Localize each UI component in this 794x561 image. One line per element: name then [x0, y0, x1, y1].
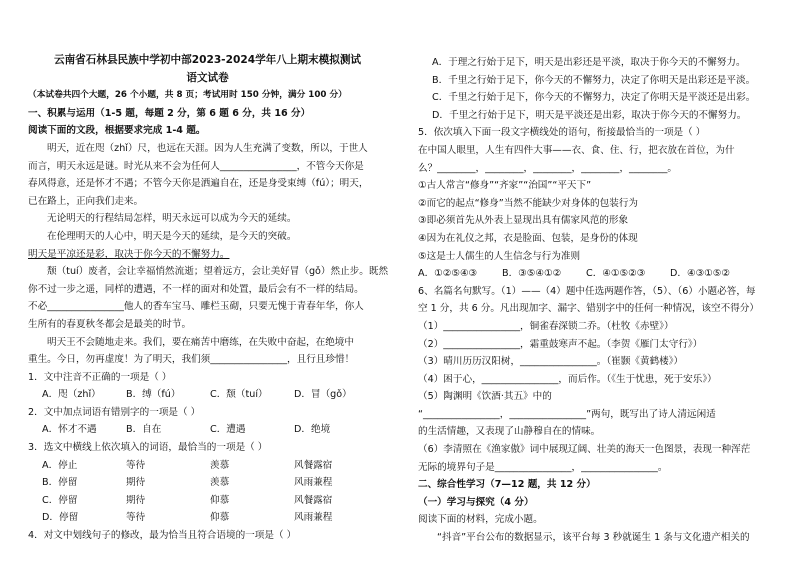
question-3: 3．选文中横线上依次填入的词语，最恰当的一项是（ ） — [28, 442, 268, 454]
question-3-option-row[interactable] — [28, 492, 387, 510]
option-cell: 仰慕 — [210, 494, 230, 506]
option[interactable]: B．③⑤④①② — [502, 268, 562, 280]
option[interactable]: D．绝境 — [294, 424, 331, 436]
exam-subtitle: 语文试卷 — [186, 71, 229, 84]
q5-item: ③即必须首先从外表上显现出具有儒家风范的形象 — [418, 215, 629, 227]
exam-note: （本试卷共四个大题，26 个小题，共 8 页；考试用时 150 分钟，满分 100 分） — [28, 90, 347, 101]
section2-heading: 二、综合性学习（7—12 题，共 12 分） — [418, 479, 596, 491]
option[interactable]: A．咫（zhǐ） — [42, 389, 101, 401]
q6-item: （3）晴川历历汉阳树，________________。（崔颢《黄鹤楼》） — [418, 356, 684, 368]
option[interactable]: C．颓（tuí） — [210, 389, 268, 401]
q5-item: ⑤这是士人儒生的人生信念与行为准则 — [418, 250, 581, 262]
option-cell: 风餐露宿 — [294, 494, 333, 506]
question-6: 6、名篇名句默写。（1）——（4）题中任选两题作答，（5）、（6）小题必答，每 — [418, 285, 756, 297]
passage-line: 无论明天的行程结局怎样，明天永远可以成为今天的延续。 — [47, 213, 297, 225]
option[interactable]: C．④①⑤②③ — [586, 268, 646, 280]
section2-text: “抖音”平台公布的数据显示，该平台每 3 秒就诞生 1 条与文化遗产相关的 — [437, 532, 750, 544]
q4-option[interactable]: A．于理之行始于足下，明天是出彩还是平淡，取决于你今天的不懈努力。 — [432, 57, 746, 68]
q6-item: 的生活情趣，又表现了山静穆自在的情味。 — [418, 426, 601, 438]
question-1: 1．文中注音不正确的一项是（ ） — [28, 371, 172, 383]
option[interactable]: A．①②⑤④③ — [418, 268, 478, 280]
section2-subheading: （一）学习与探究（4 分） — [418, 496, 534, 508]
option[interactable]: B．缚（fú） — [126, 389, 181, 401]
q5-item: ④因为在礼仪之邦，衣是脸面、包装，是身份的体现 — [418, 232, 638, 244]
passage-line: 在伦理明天的人心中，明天是今天的延续，是今天的突破。 — [47, 230, 297, 242]
passage-line: 明天，近在咫（zhǐ）尺，也远在天涯。因为人生充满了变数，所以，于世人 — [47, 142, 368, 154]
q6-item: （4）困于心，________________，而后作。（《生于忧患，死于安乐》） — [418, 373, 717, 385]
right-column — [418, 54, 770, 547]
option[interactable]: C．遭遇 — [210, 424, 246, 436]
option-cell: A．停止 — [42, 459, 78, 471]
passage-line: 生所有的春夏秋冬都会是最美的时节。 — [28, 318, 192, 330]
option-cell: 羡慕 — [210, 459, 230, 471]
q6-item: “________________，________________”两句，既写出了诗人清远闲适 — [418, 408, 716, 420]
section2-intro: 阅读下面的材料，完成小题。 — [418, 514, 543, 526]
underlined-sentence: 明天是平凉还是彩，取决于你今天的不懈努力。 — [28, 248, 230, 260]
exam-title: 云南省石林县民族中学初中部2023-2024学年八上期末模拟测试 — [53, 54, 362, 66]
passage-line: 已在路上，正向我们走来。 — [28, 195, 144, 207]
q4-option[interactable]: B．千里之行始于足下，你今天的不懈努力，决定了你明天是出彩还是平淡。 — [432, 74, 756, 86]
passage-line: 而言，明天永远是谜。时光从来不会为任何人________________，不管今天你是 — [28, 160, 364, 172]
option-cell: 仰慕 — [210, 512, 230, 524]
question-3-option-row[interactable] — [28, 509, 387, 527]
q6-item: （1）________________，铜雀春深锁二乔。（杜牧《赤壁》） — [418, 320, 674, 332]
left-column — [28, 52, 387, 545]
option-cell: 风雨兼程 — [294, 477, 333, 489]
q4-option[interactable]: C．千里之行始于足下，你今天的不懈努力，决定了你明天是平淡还是出彩。 — [432, 92, 756, 104]
option-cell: 等待 — [126, 512, 146, 524]
passage-line: 春风得意，还是怀才不遇；不管今天你是洒遍自在，还是身受束缚（fú）；明天， — [28, 178, 369, 190]
question-3-option-row[interactable] — [28, 457, 387, 475]
question-2: 2．文中加点词语有错别字的一项是（ ） — [28, 406, 201, 418]
question-3-option-row[interactable] — [28, 474, 387, 492]
question-1-options — [28, 386, 387, 404]
q4-option[interactable]: D．千里之行始于足下，明天是平淡还是出彩，取决于你今天的不懈努力。 — [432, 109, 747, 121]
q6-item: 无际的境界句子是________________，________________。 — [418, 461, 668, 473]
q5-item: ②而它的起点“修身”当然不能缺少对身体的包装行为 — [418, 197, 639, 209]
option[interactable]: D．冒（gǒ） — [294, 389, 352, 401]
option[interactable]: B．自在 — [126, 424, 162, 436]
option-cell: 期待 — [126, 494, 146, 506]
option[interactable]: D．④③①⑤② — [670, 268, 730, 280]
option-cell: C．停留 — [42, 494, 78, 506]
question-2-options — [28, 421, 387, 439]
option-cell: D．停留 — [42, 512, 79, 524]
passage-line: 不必________________他人的香车宝马、雕栏玉砌，只要无愧于青春年华，你人 — [28, 301, 364, 313]
q5-item: ①古人常言“修身”“齐家”“治国”“平天下” — [418, 180, 592, 192]
passage-line: 明天王不会随地走来。我们，要在痛苦中磨练，在失败中奋起，在绝境中 — [47, 336, 354, 348]
question-5: 5．依次填入下面一段文字横线处的语句，衔接最恰当的一项是（ ） — [418, 127, 706, 139]
passage-line: 重生。今日，勿再虚度！为了明天，我们须________________，且行且珍惜！ — [28, 354, 355, 366]
question-5-options — [418, 265, 770, 283]
option-cell: 风餐露宿 — [294, 459, 333, 471]
q5-passage: 么？________，________，________，________，________。 — [418, 162, 678, 174]
option[interactable]: A．怀才不遇 — [42, 424, 97, 436]
option-cell: 期待 — [126, 477, 146, 489]
section1-heading: 一、积累与运用（1-5 题，每题 2 分，第 6 题 6 分，共 16 分） — [28, 107, 311, 119]
section1-instruction: 阅读下面的文段，根据要求完成 1-4 题。 — [28, 125, 206, 137]
q5-passage: 在中国人眼里，人生有四件大事——衣、食、住、行，把衣放在首位，为什 — [418, 144, 735, 156]
option-cell: 羡慕 — [210, 477, 230, 489]
option-cell: 等待 — [126, 459, 146, 471]
option-cell: B．停留 — [42, 477, 78, 489]
question-4: 4．对文中划线句子的修改，最为恰当且符合语境的一项是（ ） — [28, 530, 297, 542]
q6-item: （5）陶渊明《饮酒·其五》中的 — [418, 391, 552, 403]
q6-item: （6）李清照在《渔家傲》词中展现辽阔、壮美的海天一色图景，表现一种浑茫 — [418, 444, 751, 456]
question-6: 空 1 分，共 6 分。凡出现加字、漏字、错别字中的任何一种情况，该空不得分） — [418, 303, 759, 315]
q6-item: （2）________________，霜重鼓寒声不起。（李贺《雁门太守行》） — [418, 338, 703, 350]
passage-line: 颓（tuí）废者，会让幸福悄然流逝；望着远方，会让美好冒（gǒ）然止步。既然 — [47, 266, 389, 278]
passage-line: 你不过一步之遥，同样的遭遇，不一样的面对和处置，最后会有不一样的结局。 — [28, 283, 364, 295]
option-cell: 风雨兼程 — [294, 512, 333, 524]
